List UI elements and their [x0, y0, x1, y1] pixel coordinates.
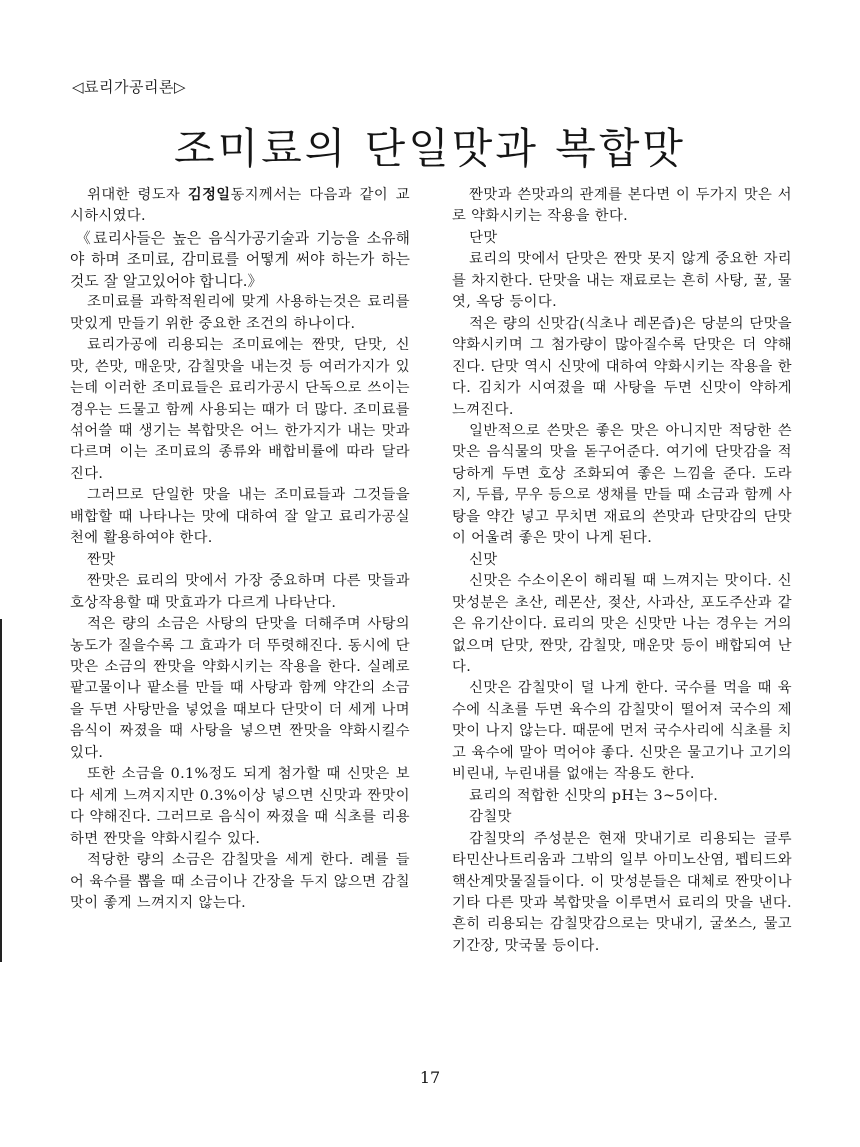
body-paragraph: 신맛은 수소이온이 해리될 때 느껴지는 맛이다. 신맛성분은 초산, 레몬산, 젖산, 사과산, 포도주산과 같은 유기산이다. 료리의 맛은 신맛만 나는 경우는 거의 없으며 단맛, 짠맛, 감칠맛, 매운맛 등이 배합되여 난다.: [452, 573, 792, 675]
article-title: 조미료의 단일맛과 복합맛: [174, 124, 686, 173]
body-paragraph: 료리가공에 리용되는 조미료에는 짠맛, 단맛, 신맛, 쓴맛, 매운맛, 감칠맛을 내는것 등 여러가지가 있는데 이러한 조미료들은 료리가공시 단독으로 쓰이는 경우는 드물고 함께 사용되는 때가 더 많다. 조미료를 섞어쓸 때 생기는 복합맛은 어느 한가지가 내는 맛과 다르며 이는 조미료의 종류와 배합비률에 따라 달라진다.: [70, 337, 410, 482]
section-heading: 신맛: [469, 551, 498, 568]
body-paragraph: 또한 소금을 0.1%정도 되게 첨가할 때 신맛은 보다 세게 느껴지지만 0.3%이상 넣으면 신맛과 짠맛이 다 약해진다. 그러므로 음식이 짜졌을 때 식초를 리용하면 짠맛을 약화시킬수 있다.: [70, 766, 410, 847]
lead-paragraph: [70, 185, 410, 228]
section-heading: 감칠맛: [469, 809, 512, 826]
body-paragraph: 조미료를 과학적원리에 맞게 사용하는것은 료리를 맛있게 만들기 위한 중요한 조건의 하나이다.: [70, 294, 410, 332]
quote-paragraph: 《료리사들은 높은 음식가공기술과 기능을 소유해야 하며 조미료, 감미료를 어떻게 써야 하는가 하는것도 잘 알고있어야 합니다.》: [70, 229, 410, 290]
body-paragraph: 감칠맛의 주성분은 현재 맛내기로 리용되는 글루타민산나트리움과 그밖의 일부 아미노산염, 펩티드와 핵산계맛물질들이다. 이 맛성분들은 대체로 짠맛이나 기타 다른 맛과 복합맛을 이루면서 료리의 맛을 낸다. 흔히 리용되는 감칠맛감으로는 맛내기, 굴쏘스, 물고기간장, 맛국물 등이다.: [452, 830, 792, 954]
section-heading: 짠맛: [87, 551, 116, 568]
left-column: [70, 185, 410, 914]
body-paragraph: 료리의 맛에서 단맛은 짠맛 못지 않게 중요한 자리를 차지한다. 단맛을 내는 재료로는 흔히 사탕, 꿀, 물엿, 옥당 등이다.: [452, 251, 792, 311]
body-paragraph: 적은 량의 신맛감(식초나 레몬즙)은 당분의 단맛을 약화시키며 그 첨가량이 많아질수록 단맛은 더 약해진다. 단맛 역시 신맛에 대하여 약화시키는 작용을 한다. 김치가 시여졌을 때 사탕을 두면 신맛이 약하게 느껴진다.: [452, 315, 792, 418]
body-paragraph: 짠맛과 쓴맛과의 관계를 본다면 이 두가지 맛은 서로 약화시키는 작용을 한다.: [452, 187, 792, 225]
leader-name: 김정일: [187, 187, 231, 203]
body-paragraph: 적은 량의 소금은 사탕의 단맛을 더해주며 사탕의 농도가 질을수록 그 효과가 더 뚜렷해진다. 동시에 단맛은 소금의 짠맛을 약화시키는 작용을 한다. 실례로 팥고물이나 팥소를 만들 때 사탕과 함께 약간의 소금을 두면 사탕만을 넣었을 때보다 단맛이 더 세게 나며 음식이 짜졌을 때 사탕을 넣으면 짠맛을 약화시킬수 있다.: [70, 616, 410, 761]
body-paragraph: 일반적으로 쓴맛은 좋은 맛은 아니지만 적당한 쓴맛은 음식물의 맛을 돋구어준다. 여기에 단맛감을 적당하게 두면 호상 조화되여 좋은 느낌을 준다. 도라지, 두릅, 무우 등으로 생채를 만들 때 소금과 함께 사탕을 약간 넣고 무치면 재료의 쓴맛과 단맛감의 단맛이 어울려 좋은 맛이 나게 된다.: [452, 422, 792, 547]
page-number: 17: [419, 1068, 441, 1087]
body-paragraph: 짠맛은 료리의 맛에서 가장 중요하며 다른 맛들과 호상작용할 때 맛효과가 다르게 나타난다.: [70, 573, 410, 611]
right-column: [452, 185, 792, 957]
section-heading: 단맛: [469, 229, 498, 246]
body-paragraph: 료리의 적합한 신맛의 pH는 3~5이다.: [469, 787, 719, 804]
body-paragraph: 신맛은 감칠맛이 덜 나게 한다. 국수를 먹을 때 육수에 식초를 두면 육수의 감칠맛이 떨어져 국수의 제맛이 나지 않는다. 때문에 먼저 국수사리에 식초를 치고 육수에 말아 먹어야 좋다. 신맛은 물고기나 고기의 비린내, 누린내를 없애는 작용도 한다.: [452, 680, 792, 783]
lead-text-after: 동지께서는 다음과 같이 교시하시였다.: [70, 187, 411, 225]
margin-rule: [0, 619, 2, 962]
lead-text-before: 위대한 령도자: [87, 187, 188, 203]
section-tag: ◁료리가공리론▷: [72, 78, 187, 96]
body-paragraph: 적당한 량의 소금은 감칠맛을 세게 한다. 례를 들어 육수를 뽑을 때 소금이나 간장을 두지 않으면 감칠맛이 좋게 느껴지지 않는다.: [70, 852, 410, 911]
body-paragraph: 그러므로 단일한 맛을 내는 조미료들과 그것들을 배합할 때 나타나는 맛에 대하여 잘 알고 료리가공실천에 활용하여야 한다.: [70, 487, 410, 547]
